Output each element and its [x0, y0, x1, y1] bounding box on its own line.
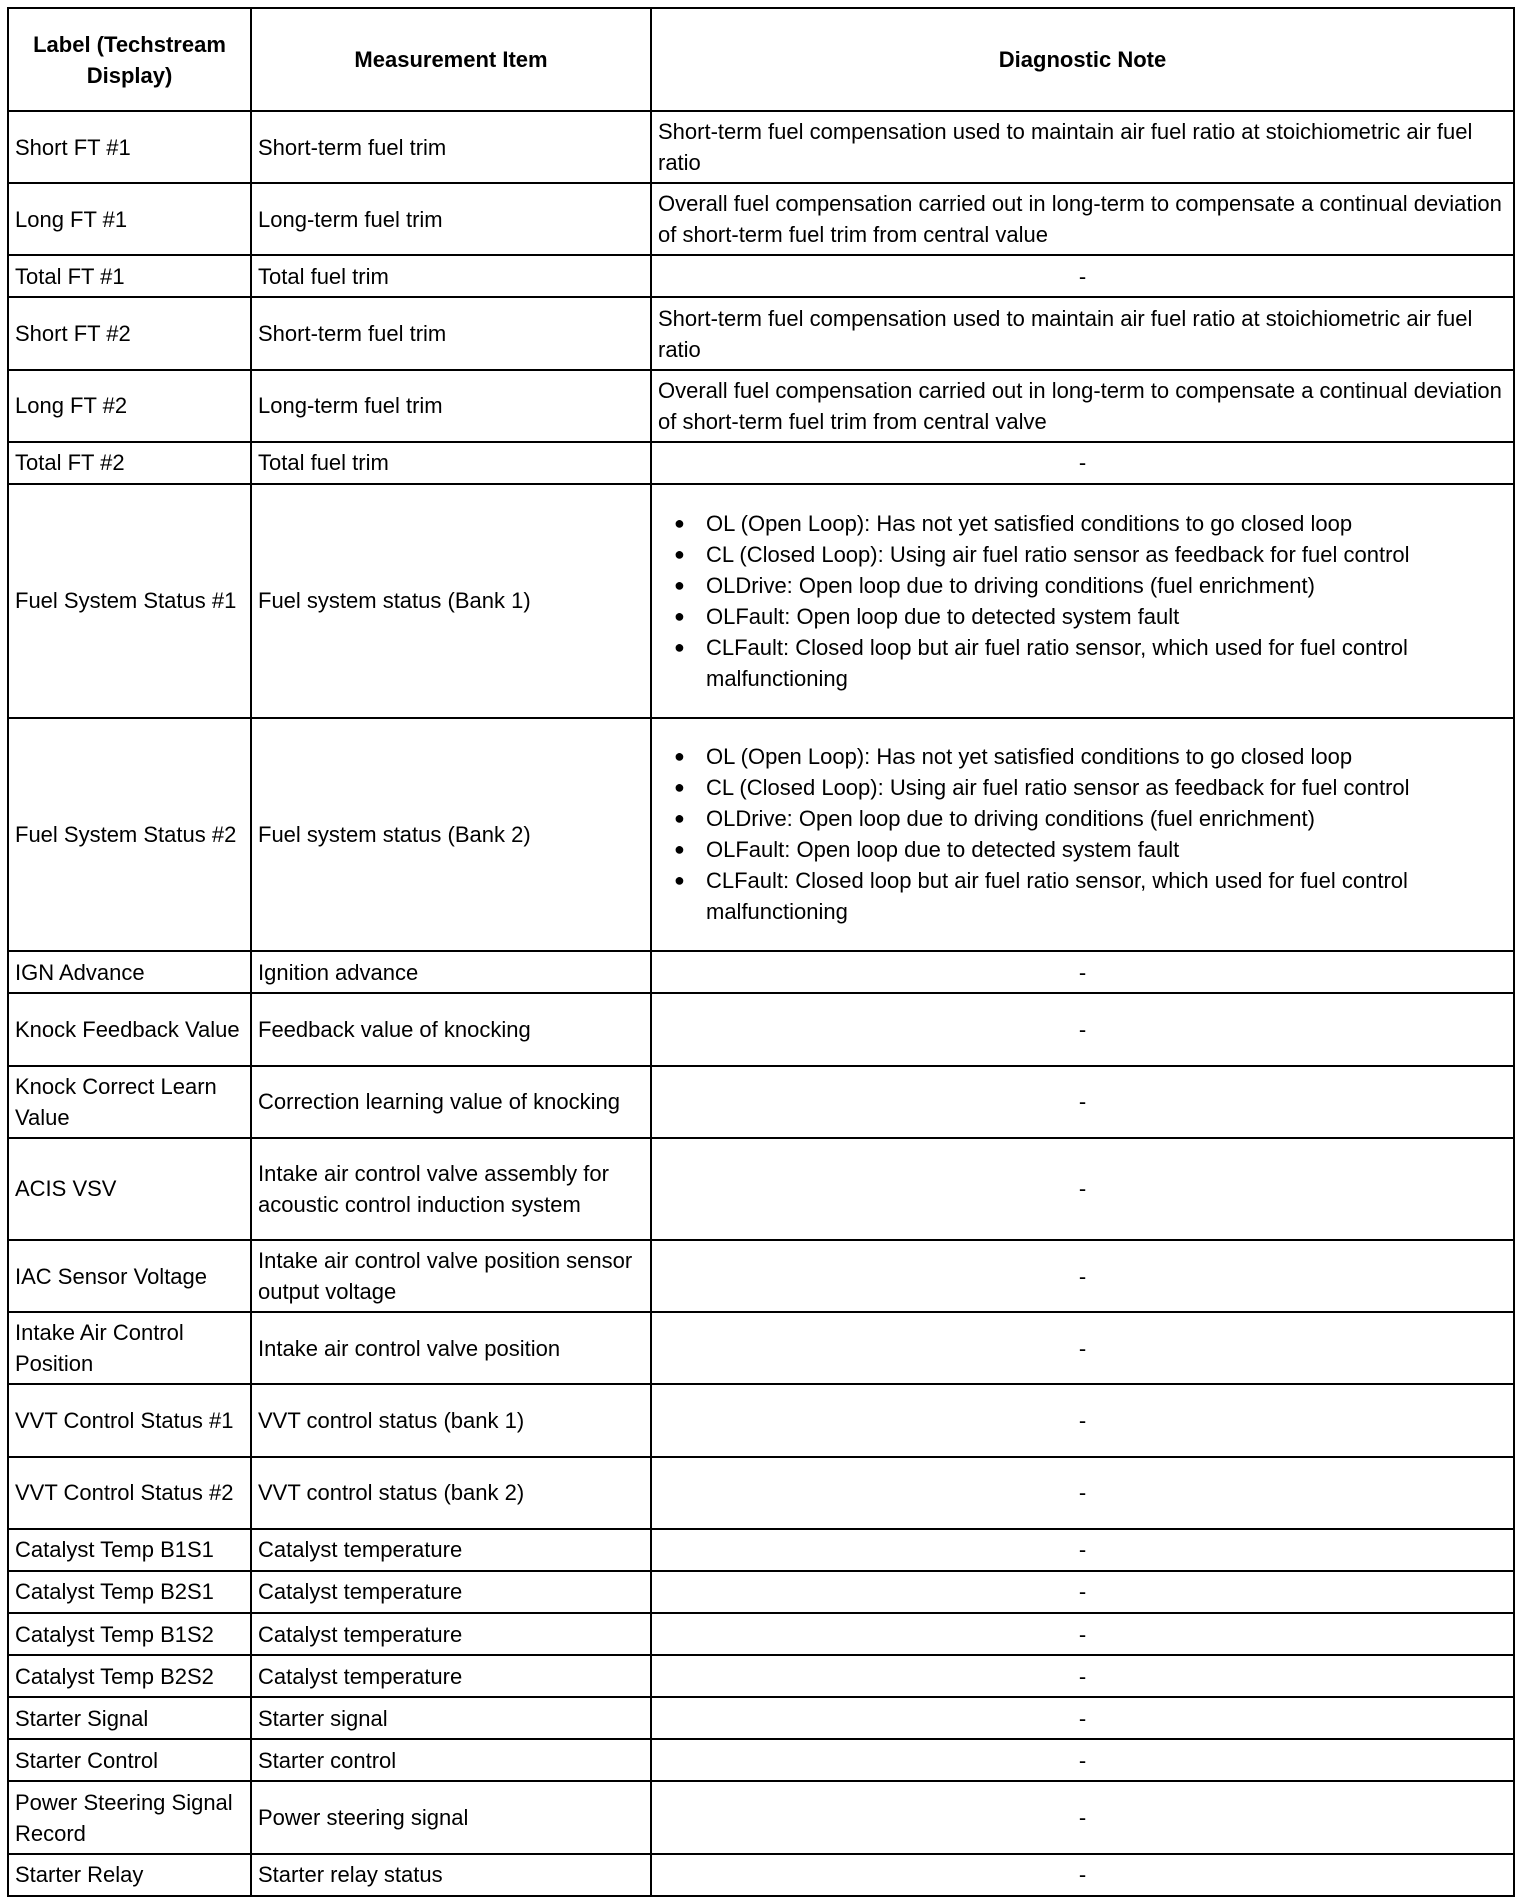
- diagnostic-note-cell: [651, 718, 1514, 952]
- measurement-cell: VVT control status (bank 1): [251, 1384, 651, 1456]
- measurement-cell: Intake air control valve position sensor output voltage: [251, 1240, 651, 1312]
- bullet-item: ● CL (Closed Loop): Using air fuel ratio sensor as feedback for fuel control: [706, 539, 1507, 570]
- label-cell: IAC Sensor Voltage: [8, 1240, 251, 1312]
- table-row: [8, 1781, 1514, 1853]
- bullet-item: ● OLFault: Open loop due to detected system fault: [706, 601, 1507, 632]
- diagnostic-note-cell: -: [651, 1781, 1514, 1853]
- label-cell: Catalyst Temp B2S2: [8, 1655, 251, 1697]
- label-cell: Knock Correct Learn Value: [8, 1066, 251, 1138]
- measurement-cell: Catalyst temperature: [251, 1571, 651, 1613]
- table-row: [8, 1240, 1514, 1312]
- label-cell: Total FT #2: [8, 442, 251, 484]
- diagnostic-note-cell: Short-term fuel compensation used to maintain air fuel ratio at stoichiometric air fuel ratio: [651, 111, 1514, 183]
- bullet-item: ● OLDrive: Open loop due to driving conditions (fuel enrichment): [706, 570, 1507, 601]
- label-cell: Short FT #2: [8, 297, 251, 369]
- measurement-cell: Fuel system status (Bank 1): [251, 484, 651, 718]
- label-cell: Fuel System Status #1: [8, 484, 251, 718]
- table-row: [8, 370, 1514, 442]
- bullet-item: ● OLFault: Open loop due to detected system fault: [706, 834, 1507, 865]
- label-cell: ACIS VSV: [8, 1138, 251, 1240]
- diagnostic-note-cell: -: [651, 255, 1514, 297]
- label-cell: Starter Relay: [8, 1854, 251, 1896]
- label-cell: Starter Control: [8, 1739, 251, 1781]
- header-label: Label (Techstream Display): [8, 8, 251, 111]
- table-row: [8, 1066, 1514, 1138]
- label-cell: Total FT #1: [8, 255, 251, 297]
- table-row: [8, 183, 1514, 255]
- table-row: [8, 1571, 1514, 1613]
- measurement-cell: Short-term fuel trim: [251, 111, 651, 183]
- table-row: [8, 1613, 1514, 1655]
- diagnostic-note-cell: -: [651, 1655, 1514, 1697]
- label-cell: Catalyst Temp B1S2: [8, 1613, 251, 1655]
- table-row: [8, 255, 1514, 297]
- label-cell: Short FT #1: [8, 111, 251, 183]
- label-cell: Knock Feedback Value: [8, 993, 251, 1065]
- status-bullet-list: [658, 741, 1507, 927]
- status-bullet-list: [658, 508, 1507, 694]
- measurement-cell: Total fuel trim: [251, 442, 651, 484]
- measurement-cell: Catalyst temperature: [251, 1529, 651, 1571]
- table-row: [8, 1384, 1514, 1456]
- measurement-cell: Long-term fuel trim: [251, 370, 651, 442]
- measurement-cell: Ignition advance: [251, 951, 651, 993]
- measurement-cell: Total fuel trim: [251, 255, 651, 297]
- diagnostic-note-cell: -: [651, 442, 1514, 484]
- measurement-cell: Power steering signal: [251, 1781, 651, 1853]
- table-row: [8, 1739, 1514, 1781]
- label-cell: Power Steering Signal Record: [8, 1781, 251, 1853]
- diagnostic-note-cell: Overall fuel compensation carried out in long-term to compensate a continual deviation of short-term fuel trim from central valve: [651, 370, 1514, 442]
- diagnostic-note-cell: -: [651, 1739, 1514, 1781]
- header-diagnostic-note: Diagnostic Note: [651, 8, 1514, 111]
- measurement-cell: Catalyst temperature: [251, 1655, 651, 1697]
- label-cell: VVT Control Status #2: [8, 1457, 251, 1529]
- diagnostic-note-cell: -: [651, 1066, 1514, 1138]
- bullet-item: ● CL (Closed Loop): Using air fuel ratio sensor as feedback for fuel control: [706, 772, 1507, 803]
- diagnostic-note-cell: -: [651, 1697, 1514, 1739]
- diagnostic-note-cell: -: [651, 1312, 1514, 1384]
- table-row: [8, 951, 1514, 993]
- bullet-item: ● OL (Open Loop): Has not yet satisfied conditions to go closed loop: [706, 741, 1507, 772]
- diagnostic-note-cell: -: [651, 1854, 1514, 1896]
- label-cell: Fuel System Status #2: [8, 718, 251, 952]
- table-row: [8, 442, 1514, 484]
- diagnostic-note-cell: -: [651, 951, 1514, 993]
- measurement-cell: Catalyst temperature: [251, 1613, 651, 1655]
- table-row: [8, 718, 1514, 952]
- label-cell: Catalyst Temp B1S1: [8, 1529, 251, 1571]
- label-cell: IGN Advance: [8, 951, 251, 993]
- table-row: [8, 1457, 1514, 1529]
- header-measurement-item: Measurement Item: [251, 8, 651, 111]
- measurement-cell: Long-term fuel trim: [251, 183, 651, 255]
- diagnostic-note-cell: -: [651, 1571, 1514, 1613]
- measurement-cell: Short-term fuel trim: [251, 297, 651, 369]
- header-row: [8, 8, 1514, 111]
- table-row: [8, 993, 1514, 1065]
- measurement-cell: Intake air control valve assembly for acoustic control induction system: [251, 1138, 651, 1240]
- diagnostic-note-cell: Short-term fuel compensation used to maintain air fuel ratio at stoichiometric air fuel ratio: [651, 297, 1514, 369]
- diagnostic-note-cell: -: [651, 1138, 1514, 1240]
- bullet-item: ● CLFault: Closed loop but air fuel ratio sensor, which used for fuel control malfunctioning: [706, 865, 1507, 927]
- diagnostic-note-cell: [651, 484, 1514, 718]
- measurement-cell: Starter control: [251, 1739, 651, 1781]
- diagnostic-note-cell: -: [651, 1240, 1514, 1312]
- bullet-item: ● OL (Open Loop): Has not yet satisfied conditions to go closed loop: [706, 508, 1507, 539]
- measurement-cell: Correction learning value of knocking: [251, 1066, 651, 1138]
- label-cell: Catalyst Temp B2S1: [8, 1571, 251, 1613]
- table-row: [8, 1138, 1514, 1240]
- diagnostic-note-cell: -: [651, 1529, 1514, 1571]
- table-row: [8, 1312, 1514, 1384]
- bullet-item: ● OLDrive: Open loop due to driving conditions (fuel enrichment): [706, 803, 1507, 834]
- table-row: [8, 111, 1514, 183]
- data-list-table: [7, 7, 1515, 1897]
- label-cell: Long FT #1: [8, 183, 251, 255]
- diagnostic-note-cell: -: [651, 1384, 1514, 1456]
- table-row: [8, 1529, 1514, 1571]
- measurement-cell: Intake air control valve position: [251, 1312, 651, 1384]
- bullet-item: ● CLFault: Closed loop but air fuel ratio sensor, which used for fuel control malfunctioning: [706, 632, 1507, 694]
- diagnostic-note-cell: -: [651, 1613, 1514, 1655]
- diagnostic-note-cell: -: [651, 1457, 1514, 1529]
- label-cell: Starter Signal: [8, 1697, 251, 1739]
- diagnostic-note-cell: -: [651, 993, 1514, 1065]
- measurement-cell: VVT control status (bank 2): [251, 1457, 651, 1529]
- measurement-cell: Starter relay status: [251, 1854, 651, 1896]
- measurement-cell: Starter signal: [251, 1697, 651, 1739]
- table-row: [8, 297, 1514, 369]
- table-row: [8, 1854, 1514, 1896]
- table-row: [8, 1697, 1514, 1739]
- measurement-cell: Fuel system status (Bank 2): [251, 718, 651, 952]
- table-row: [8, 484, 1514, 718]
- measurement-cell: Feedback value of knocking: [251, 993, 651, 1065]
- label-cell: Long FT #2: [8, 370, 251, 442]
- label-cell: Intake Air Control Position: [8, 1312, 251, 1384]
- label-cell: VVT Control Status #1: [8, 1384, 251, 1456]
- table-row: [8, 1655, 1514, 1697]
- table-body: [8, 111, 1514, 1896]
- diagnostic-note-cell: Overall fuel compensation carried out in long-term to compensate a continual deviation of short-term fuel trim from central value: [651, 183, 1514, 255]
